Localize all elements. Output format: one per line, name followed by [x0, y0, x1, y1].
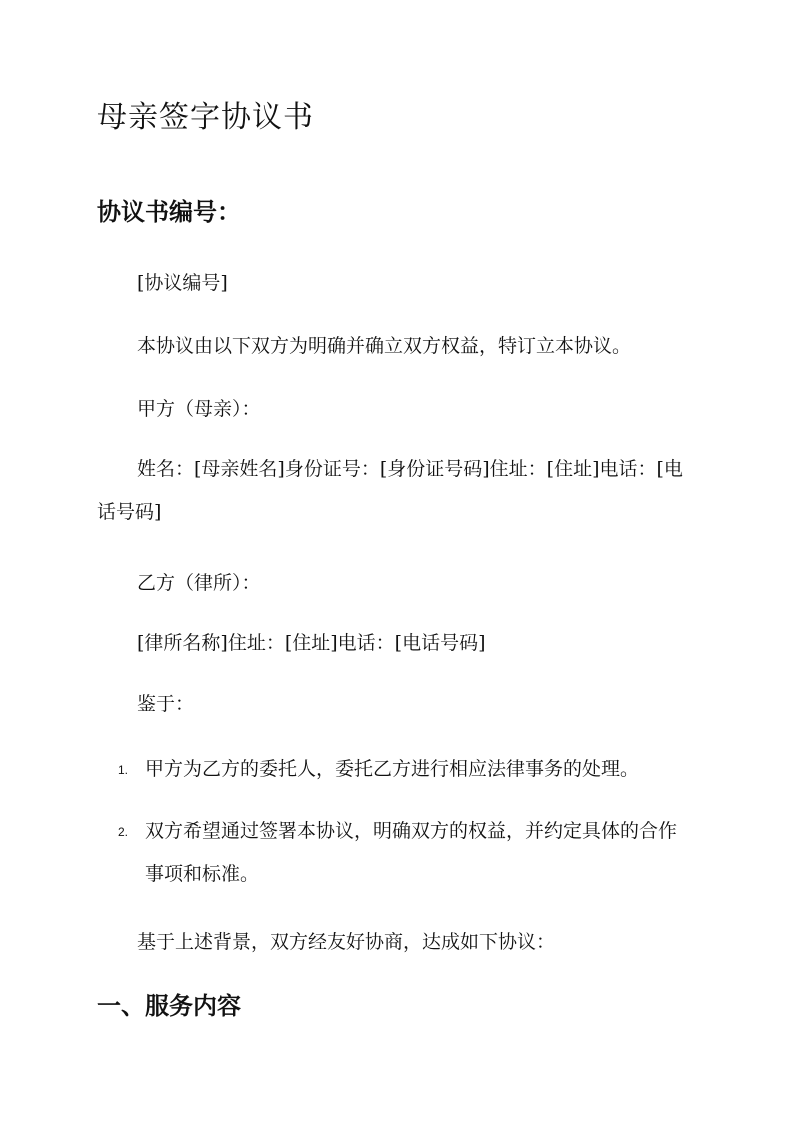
list-number: 2. [118, 825, 129, 839]
list-item-text: 双方希望通过签署本协议，明确双方的权益，并约定具体的合作事项和标准。 [145, 820, 678, 885]
whereas-label: 鉴于： [137, 693, 195, 715]
list-item-text: 甲方为乙方的委托人，委托乙方进行相应法律事务的处理。 [145, 758, 640, 780]
party-a-details: 姓名：[母亲姓名]身份证号：[身份证号码]住址：[住址]电话：[电话号码] [97, 458, 683, 523]
list-number: 1. [118, 763, 129, 777]
agreement-number-value: [协议编号] [137, 272, 228, 294]
intro-paragraph: 本协议由以下双方为明确并确立双方权益，特订立本协议。 [137, 335, 632, 357]
party-b-details: [律所名称]住址：[住址]电话：[电话号码] [137, 632, 486, 654]
party-a-label: 甲方（母亲）： [137, 398, 261, 420]
agreement-number-heading: 协议书编号： [97, 197, 241, 226]
section-1-heading: 一、服务内容 [97, 991, 241, 1020]
agreement-intro: 基于上述背景，双方经友好协商，达成如下协议： [137, 931, 556, 953]
document-title: 母亲签字协议书 [97, 100, 314, 135]
party-b-label: 乙方（律所）： [137, 572, 261, 594]
